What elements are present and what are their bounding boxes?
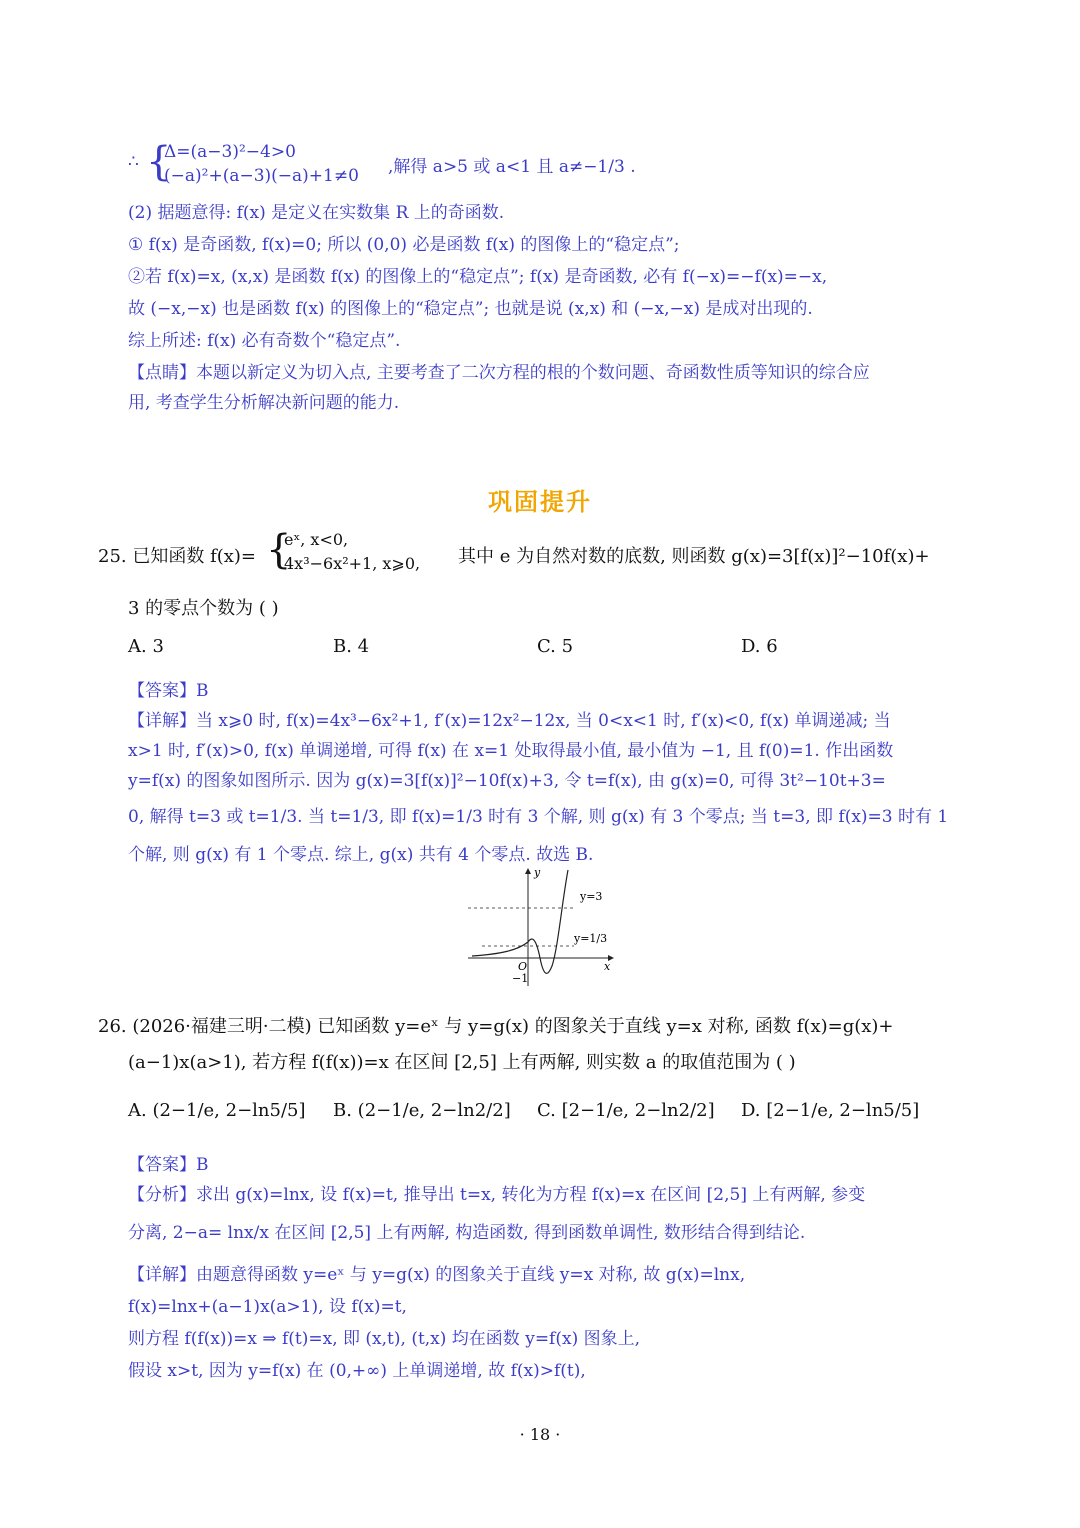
system-result: ,解得 a>5 或 a<1 且 a≠−1/3 . [388,157,636,177]
q26-stem-line-2: (a−1)x(a>1), 若方程 f(f(x))=x 在区间 [2,5] 上有两解, 则实数 a 的取值范围为 ( ) [128,1052,796,1073]
q25-option-d: D. 6 [741,636,778,657]
label-x: x [604,960,611,973]
q26-analysis-2: 分离, 2−a= lnx/x 在区间 [2,5] 上有两解, 构造函数, 得到函数单调性, 数形结合得到结论. [128,1223,806,1243]
q26-option-b: B. (2−1/e, 2−ln2/2] [333,1100,511,1121]
solution-line-2: ① f(x) 是奇函数, f(x)=0; 所以 (0,0) 必是函数 f(x) 的图像上的“稳定点”; [128,235,680,255]
q26-analysis-1: 【分析】求出 g(x)=lnx, 设 f(x)=t, 推导出 t=x, 转化为方程 f(x)=x 在区间 [2,5] 上有两解, 参变 [128,1185,866,1205]
q26-detail-4: 假设 x>t, 因为 y=f(x) 在 (0,+∞) 上单调递增, 故 f(x)>f(t), [128,1361,586,1381]
q25-function-graph [462,862,622,992]
label-y: y [534,866,541,879]
q26-answer: 【答案】B [128,1155,209,1175]
q25-detail-4: 0, 解得 t=3 或 t=1/3. 当 t=1/3, 即 f(x)=1/3 时有 3 个解, 则 g(x) 有 3 个零点; 当 t=3, 即 f(x)=3 时有 1 [128,807,949,827]
page-number: · 18 · [519,1425,561,1444]
q26-option-d: D. [2−1/e, 2−ln5/5] [741,1100,920,1121]
q25-option-b: B. 4 [333,636,370,657]
label-y-3: y=3 [580,890,603,903]
q26-detail-3: 则方程 f(f(x))=x ⇒ f(t)=x, 即 (x,t), (t,x) 均在函数 y=f(x) 图象上, [128,1329,641,1349]
q25-case-1: eˣ, x<0, [284,530,349,549]
therefore-symbol: ∴ [128,152,139,172]
section-title: 巩固提升 [488,488,592,516]
q25-detail-2: x>1 时, f′(x)>0, f(x) 单调递增, 可得 f(x) 在 x=1 处取得最小值, 最小值为 −1, 且 f(0)=1. 作出函数 [128,741,894,761]
solution-line-1: (2) 据题意得: f(x) 是定义在实数集 R 上的奇函数. [128,203,505,223]
q26-detail-1: 【详解】由题意得函数 y=eˣ 与 y=g(x) 的图象关于直线 y=x 对称, 故 g(x)=lnx, [128,1265,746,1285]
q25-option-a: A. 3 [128,636,164,657]
q26-option-c: C. [2−1/e, 2−ln2/2] [537,1100,715,1121]
q25-stem-suffix: 其中 e 为自然对数的底数, 则函数 g(x)=3[f(x)]²−10f(x)+ [458,546,930,567]
system-line-1: Δ=(a−3)²−4>0 [164,142,296,162]
solution-line-3: ②若 f(x)=x, (x,x) 是函数 f(x) 的图像上的“稳定点”; f(x) 是奇函数, 必有 f(−x)=−f(x)=−x, [128,267,828,287]
q25-detail-1: 【详解】当 x⩾0 时, f(x)=4x³−6x²+1, f′(x)=12x²−12x, 当 0<x<1 时, f′(x)<0, f(x) 单调递减; 当 [128,711,891,731]
label-origin: O [518,960,528,973]
solution-line-4: 故 (−x,−x) 也是函数 f(x) 的图像上的“稳定点”; 也就是说 (x,x) 和 (−x,−x) 是成对出现的. [128,299,813,319]
q26-stem-line-1: 26. (2026·福建三明·二模) 已知函数 y=eˣ 与 y=g(x) 的图象关于直线 y=x 对称, 函数 f(x)=g(x)+ [98,1016,894,1037]
comment-line-1: 【点睛】本题以新定义为切入点, 主要考查了二次方程的根的个数问题、奇函数性质等知识的综合应 [128,363,870,383]
q25-answer: 【答案】B [128,681,209,701]
q25-stem [98,528,998,578]
system-of-inequalities [128,140,988,188]
q25-detail-5: 个解, 则 g(x) 有 1 个零点. 综上, g(x) 共有 4 个零点. 故选 B. [128,845,594,865]
q25-stem-line-2: 3 的零点个数为 ( ) [128,598,279,619]
brace: { [146,139,172,185]
comment-line-2: 用, 考查学生分析解决新问题的能力. [128,393,400,413]
q25-option-c: C. 5 [537,636,574,657]
q25-stem-prefix: 25. 已知函数 f(x)= [98,546,257,567]
q25-case-2: 4x³−6x²+1, x⩾0, [284,554,421,573]
system-line-2: (−a)²+(a−3)(−a)+1≠0 [164,166,359,186]
curve-exp [472,942,528,956]
label-neg1: −1 [512,972,529,985]
y-axis-arrow [525,868,531,874]
q26-detail-2: f(x)=lnx+(a−1)x(a>1), 设 f(x)=t, [128,1297,407,1317]
q25-detail-3: y=f(x) 的图象如图所示. 因为 g(x)=3[f(x)]²−10f(x)+3, 令 t=f(x), 由 g(x)=0, 可得 3t²−10t+3= [128,771,886,791]
q26-option-a: A. (2−1/e, 2−ln5/5] [128,1100,306,1121]
solution-line-5: 综上所述: f(x) 必有奇数个“稳定点”. [128,331,401,351]
label-y-1-3: y=1/3 [574,932,608,945]
brace: { [266,527,292,573]
